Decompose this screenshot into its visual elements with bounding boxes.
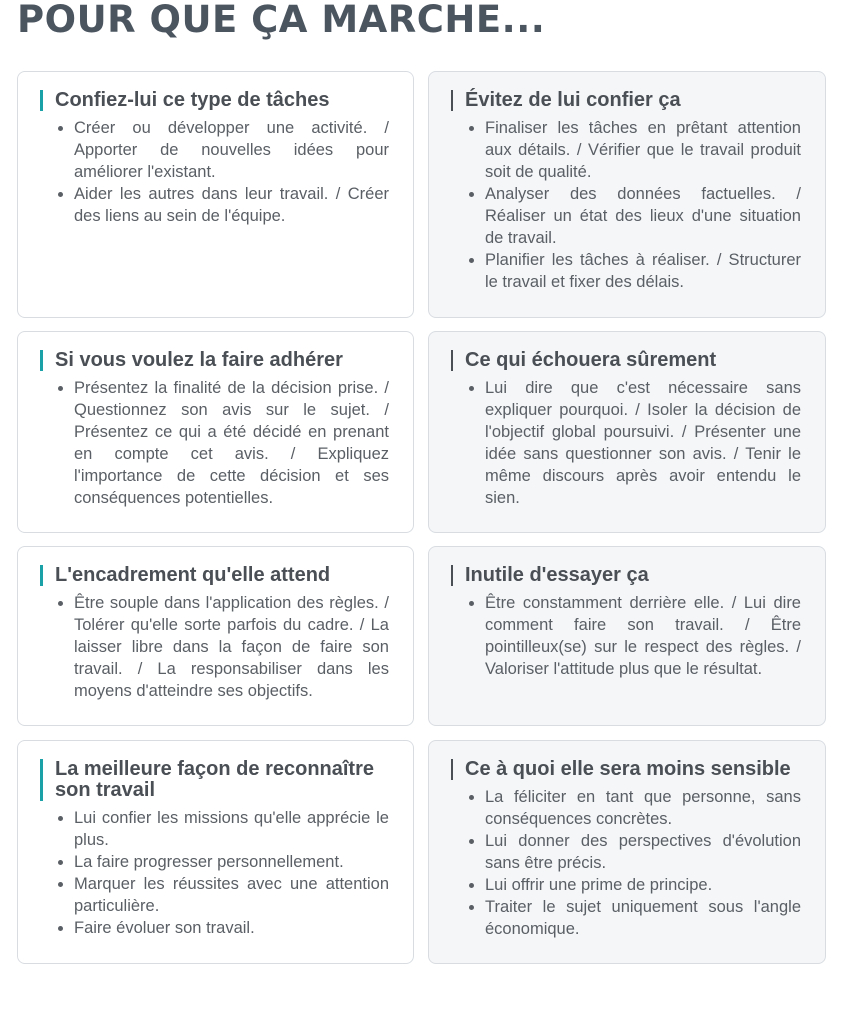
card-title: L'encadrement qu'elle attend [40,565,389,586]
card-will-fail [428,331,826,533]
page-title: POUR QUE ÇA MARCHE... [17,0,546,41]
list-item: • Être constamment derrière elle. / Lui dire comment faire son travail. / Être pointilleux(se) sur le respect des règles. / Valoriser l'attitude plus que le résultat. [485,592,801,680]
card-title: Si vous voulez la faire adhérer [40,350,389,371]
card-title: Inutile d'essayer ça [451,565,801,586]
list-item: • Faire évoluer son travail. [74,917,389,939]
card-tasks-to-entrust [17,71,414,318]
card-title: La meilleure façon de reconnaître son travail [40,759,389,801]
card-less-sensitive [428,740,826,964]
list-item: • Créer ou développer une activité. / Apporter de nouvelles idées pour améliorer l'existant. [74,117,389,183]
list-item: • Lui offrir une prime de principe. [485,874,801,896]
bullet-list [40,592,389,702]
list-item: • Présentez la finalité de la décision prise. / Questionnez son avis sur le sujet. / Présentez ce qui a été décidé en prenant en compte cet avis. / Expliquez l'importance de cette décision et ses conséquences potentielles. [74,377,389,509]
list-item: • Être souple dans l'application des règles. / Tolérer qu'elle sorte parfois du cadre. / La laisser libre dans la façon de faire son travail. / La responsabiliser dans les moyens d'atteindre ses objectifs. [74,592,389,702]
bullet-list [40,807,389,939]
list-item: • Lui confier les missions qu'elle apprécie le plus. [74,807,389,851]
bullet-list [451,786,801,940]
bullet-list [40,117,389,227]
list-item: • Lui dire que c'est nécessaire sans expliquer pourquoi. / Isoler la décision de l'objectif global poursuivi. / Présenter une idée sans questionner son avis. / Tenir le même discours après avoir entendu le sien. [485,377,801,509]
list-item: • Traiter le sujet uniquement sous l'angle économique. [485,896,801,940]
card-title: Ce à quoi elle sera moins sensible [451,759,801,780]
list-item: • La féliciter en tant que personne, sans conséquences concrètes. [485,786,801,830]
bullet-list [451,117,801,293]
card-recognition [17,740,414,964]
card-tasks-to-avoid [428,71,826,318]
card-useless-to-try [428,546,826,726]
list-item: • Lui donner des perspectives d'évolution sans être précis. [485,830,801,874]
list-item: • Analyser des données factuelles. / Réaliser un état des lieux d'une situation de travail. [485,183,801,249]
card-title: Ce qui échouera sûrement [451,350,801,371]
card-title: Évitez de lui confier ça [451,90,801,111]
bullet-list [451,377,801,509]
list-item: • Marquer les réussites avec une attention particulière. [74,873,389,917]
card-title: Confiez-lui ce type de tâches [40,90,389,111]
bullet-list [40,377,389,509]
list-item: • Aider les autres dans leur travail. / Créer des liens au sein de l'équipe. [74,183,389,227]
list-item: • Finaliser les tâches en prêtant attention aux détails. / Vérifier que le travail produit soit de qualité. [485,117,801,183]
card-expected-management [17,546,414,726]
list-item: • Planifier les tâches à réaliser. / Structurer le travail et fixer des délais. [485,249,801,293]
bullet-list [451,592,801,680]
card-get-buy-in [17,331,414,533]
list-item: • La faire progresser personnellement. [74,851,389,873]
